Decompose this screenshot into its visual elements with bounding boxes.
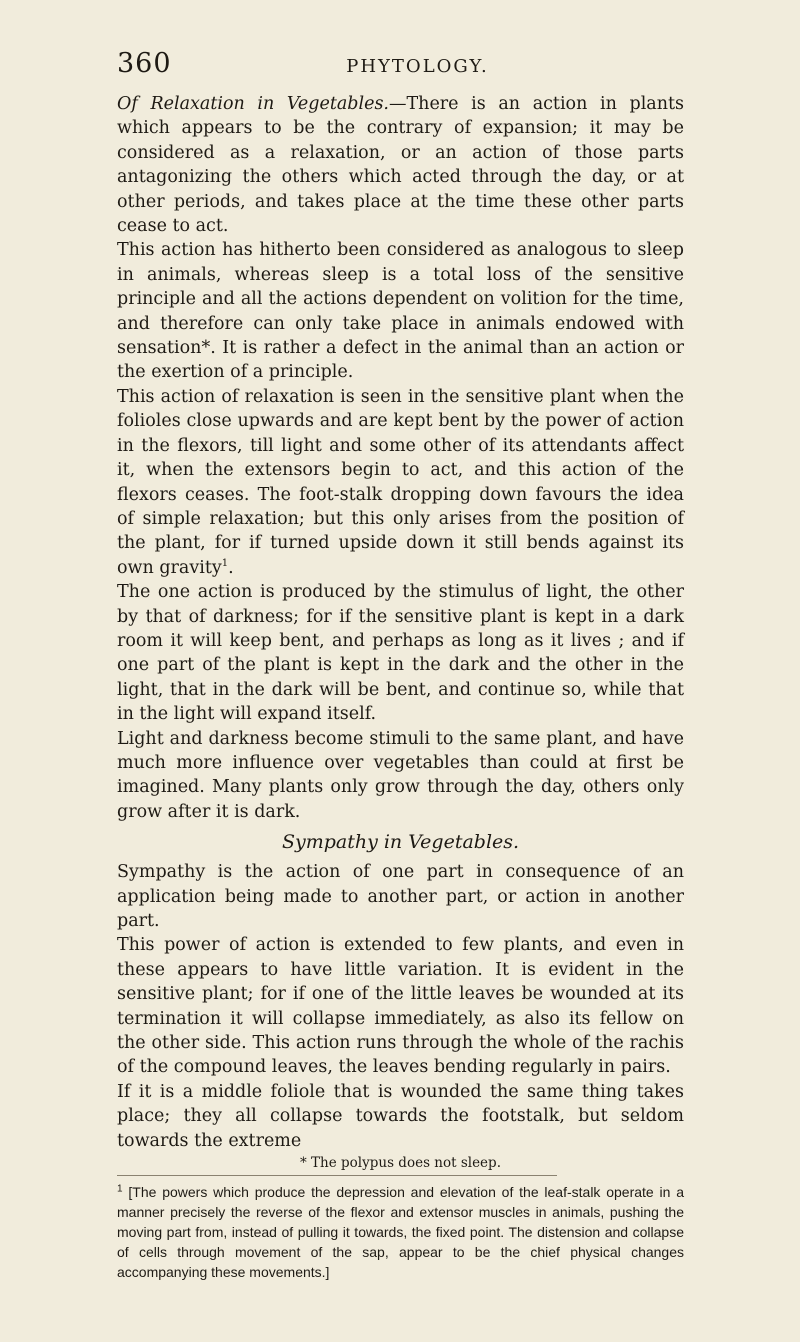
paragraph-relaxation-intro xyxy=(117,92,684,238)
sleep-analogy-text-a: This action has hitherto been considered as analogous to sleep in animals, whereas sleep is a total loss of the sensitive principle and all the actions dependent on volition for the time, and therefore can only take place in animals endowed with sensation xyxy=(117,240,684,359)
footnote-divider xyxy=(117,1175,557,1176)
running-head: PHYTOLOGY. xyxy=(346,56,489,77)
section-title-relaxation: Of Relaxation in Vegetables. xyxy=(117,94,389,114)
sensitive-plant-text-b: . xyxy=(228,557,234,578)
footnote-text: [The powers which produce the depression and elevation of the leaf-stalk operate in a manner precisely the reverse of the flexor and extensor muscles in animals, pushing the moving part from, instead of pulling it towards, the fixed point. The distension and collapse of cells through movement of the sap, appear to be the chief physical changes accompanying these movements.] xyxy=(117,1184,684,1281)
paragraph-sensitive-plant xyxy=(117,385,684,580)
paragraph-sympathy-definition: Sympathy is the action of one part in consequence of an application being made to another part, or action in another part. xyxy=(117,862,684,931)
paragraph-light-darkness: The one action is produced by the stimulus of light, the other by that of darkness; for if the sensitive plant is kept in a dark room it will keep bent, and perhaps as long as it lives ; and if one part of the plant is kept in the dark and the other in the light, that in the dark will be bent, and continue so, while that in the light will expand itself. xyxy=(117,582,684,725)
relaxation-intro-text: —There is an action in plants which appears to be the contrary of expansion; it may be considered as a relaxation, or an action of those parts antagonizing the others which acted through the day, or at other periods, and takes place at the time these other parts cease to act. xyxy=(117,94,685,237)
page-body xyxy=(117,92,684,1282)
section-heading-sympathy: Sympathy in Vegetables. xyxy=(281,831,520,854)
star-reference: * xyxy=(201,338,211,359)
paragraph-sleep-analogy xyxy=(117,238,684,384)
star-note: * The polypus does not sleep. xyxy=(300,1155,501,1172)
sleep-analogy-text-b: . It is rather a defect in the animal than an action or the exertion of a principle. xyxy=(117,338,684,383)
footnote-mark: 1 xyxy=(117,1183,123,1195)
paragraph-sympathy-extent: This power of action is extended to few plants, and even in these appears to have little variation. It is evident in the sensitive plant; for if one of the little leaves be wounded at its termination it will collapse immediately, as also its fellow on the other side. This action runs through the whole of the rachis of the compound leaves, the leaves bending regularly in pairs. xyxy=(117,935,684,1078)
footnote xyxy=(117,1182,684,1282)
paragraph-stimuli: Light and darkness become stimuli to the same plant, and have much more influence over vegetables than could at first be imagined. Many plants only grow through the day, others only grow after it is dark. xyxy=(117,728,684,822)
paragraph-middle-foliole: If it is a middle foliole that is wounded the same thing takes place; they all collapse towards the footstalk, but seldom towards the extreme xyxy=(117,1081,684,1151)
page-number: 360 xyxy=(117,48,172,79)
footnote-reference: 1 xyxy=(221,557,229,569)
sensitive-plant-text-a: This action of relaxation is seen in the sensitive plant when the folioles close upwards and are kept bent by the power of action in the flexors, till light and some other of its attendants affect it, when the extensors begin to act, and this action of the flexors ceases. The foot-stalk dropping down favours the idea of simple relaxation; but this only arises from the position of the plant, for if turned upside down it still bends against its own gravity xyxy=(117,386,684,578)
page-header xyxy=(117,48,688,88)
